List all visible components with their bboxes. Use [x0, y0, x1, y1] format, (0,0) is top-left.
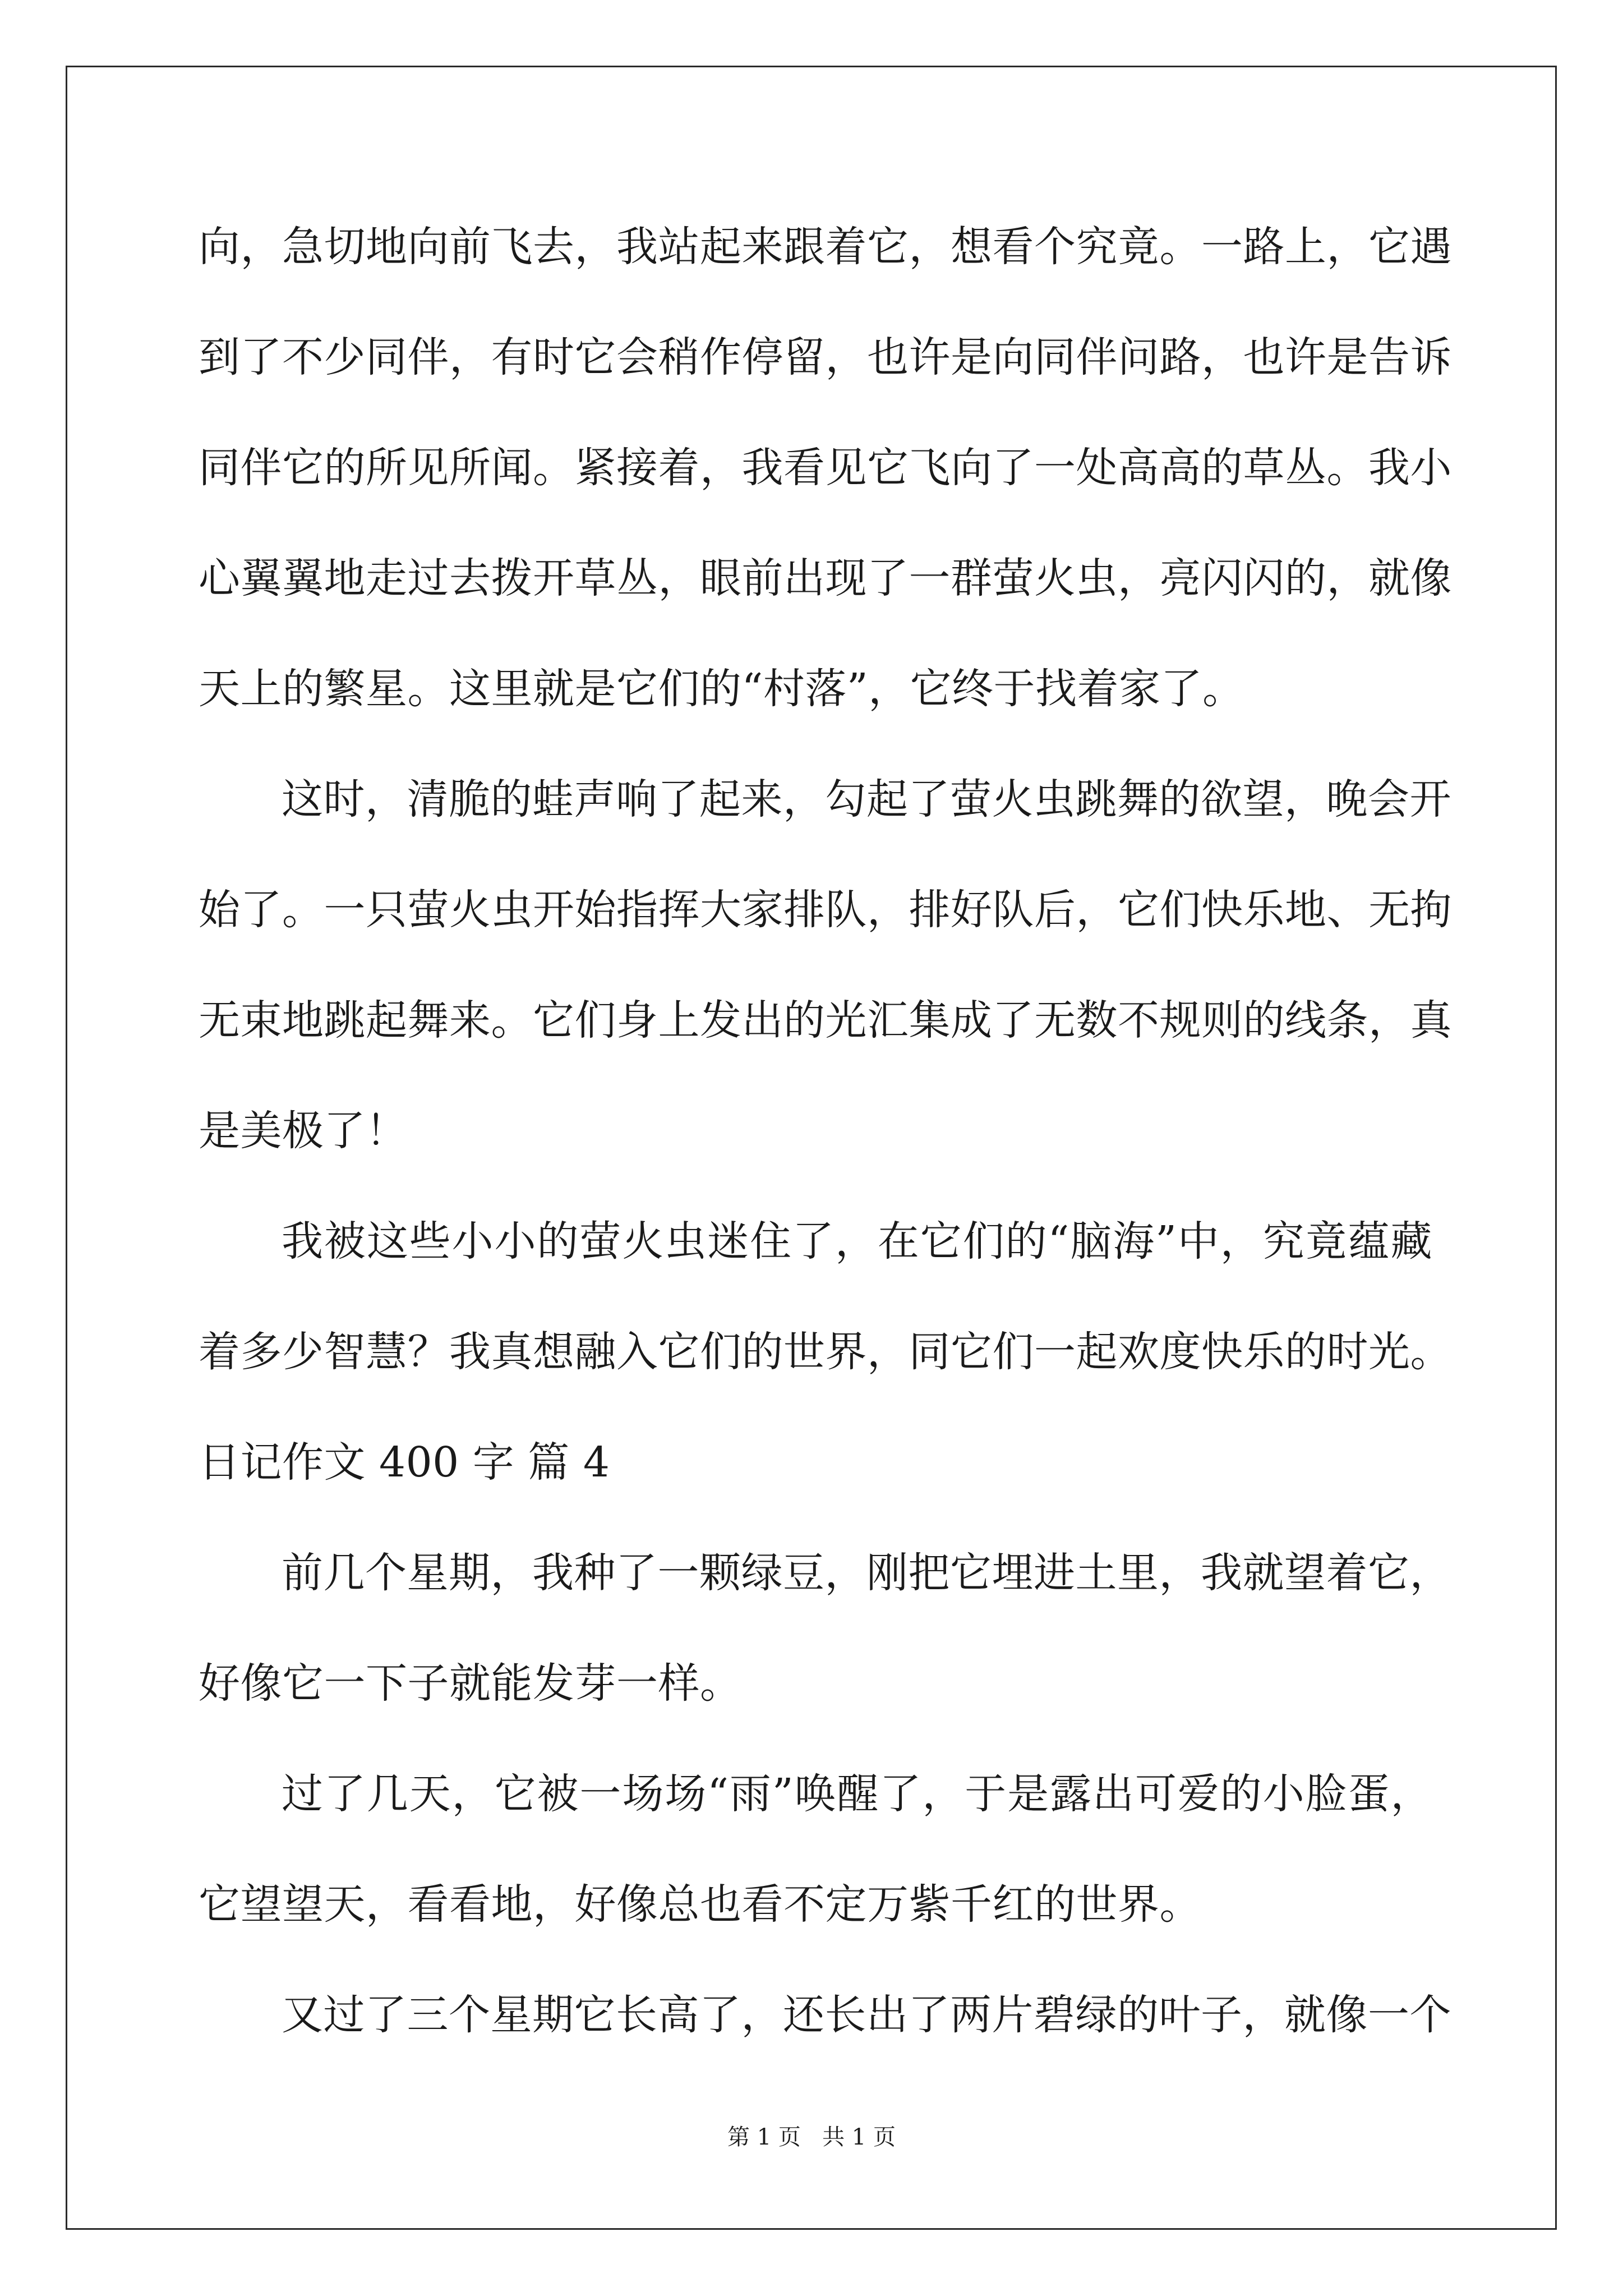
- text-line: 着多少智慧？我真想融入它们的世界，同它们一起欢度快乐的时光。: [199, 1328, 1452, 1376]
- text-line: 同伴它的所见所闻。紧接着，我看见它飞向了一处高高的草丛。我小: [199, 444, 1452, 492]
- paragraph-first-line: 我被这些小小的萤火虫迷住了，在它们的“脑海”中，究竟蕴藏: [282, 1217, 1432, 1266]
- text-line: 天上的繁星。这里就是它们的“村落”，它终于找着家了。: [199, 665, 1244, 713]
- paragraph-first-line: 又过了三个星期它长高了，还长出了两片碧绿的叶子，就像一个: [282, 1991, 1451, 2039]
- text-line: 向，急切地向前飞去，我站起来跟着它，想看个究竟。一路上，它遇: [199, 223, 1452, 271]
- text-line: 心翼翼地走过去拨开草丛，眼前出现了一群萤火虫，亮闪闪的，就像: [199, 554, 1452, 602]
- text-line: 始了。一只萤火虫开始指挥大家排队，排好队后，它们快乐地、无拘: [199, 886, 1452, 934]
- paragraph-first-line: 前几个星期，我种了一颗绿豆，刚把它埋进土里，我就望着它，: [282, 1549, 1451, 1597]
- text-line: 到了不少同伴，有时它会稍作停留，也许是向同伴问路，也许是告诉: [199, 333, 1452, 381]
- paragraph-first-line: 这时，清脆的蛙声响了起来，勾起了萤火虫跳舞的欲望，晚会开: [282, 775, 1451, 823]
- document-body: [199, 216, 1452, 2095]
- section-heading: 日记作文 400 字 篇 4: [199, 1438, 610, 1487]
- text-line: 是美极了！: [199, 1107, 408, 1155]
- paragraph-first-line: 过了几天，它被一场场“雨”唤醒了，于是露出可爱的小脸蛋，: [282, 1770, 1432, 1818]
- page-footer: 第 1 页 共 1 页: [727, 2124, 896, 2150]
- text-line: 无束地跳起舞来。它们身上发出的光汇集成了无数不规则的线条，真: [199, 996, 1452, 1045]
- text-line: 它望望天，看看地，好像总也看不定万紫千红的世界。: [199, 1880, 1201, 1929]
- text-line: 好像它一下子就能发芽一样。: [199, 1659, 742, 1708]
